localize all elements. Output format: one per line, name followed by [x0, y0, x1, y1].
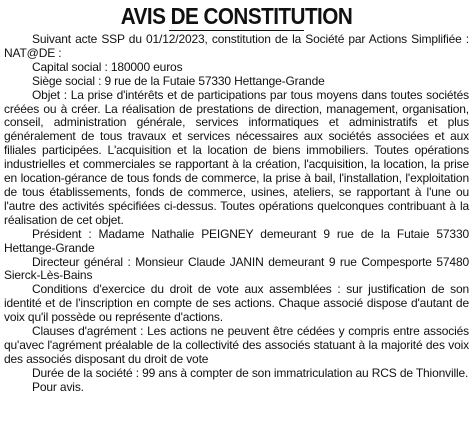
notice-closing: Pour avis.: [32, 379, 84, 394]
notice-body: [4, 33, 469, 395]
notice-intro: Suivant acte SSP du 01/12/2023, constitution de la Société par Actions Simplifiée : NAT@DE :: [4, 32, 469, 60]
notice-duration: Durée de la société : 99 ans à compter de son immatriculation au RCS de Thionville.: [32, 365, 469, 380]
notice-object: Objet : La prise d'intérêts et de participations par tous moyens dans toutes sociétés créées ou à créer. La réalisation de prestations de direction, management, organisation, conseil, administration générale, services informatiques et administratifs et plus généralement de tous travaux et services nécessaires aux sociétés associées et aux filiales participées. L'acquisition et la location de biens immobiliers. Toutes opérations industrielles et commerciales se rapportant à la création, l'acquisition, la location, la prise en location-gérance de tous fonds de commerce, la prise à bail, l'installation, l'exploitation de tous établissements, fonds de commerce, usines, ateliers, se rapportant à l'une ou l'autre des activités spécifiées ci-dessus. Toutes opérations quelconques contribuant à la réalisation de cet objet.: [4, 87, 469, 227]
title-underline: [169, 30, 304, 31]
notice-president: Président : Madame Nathalie PEIGNEY demeurant 9 rue de la Futaie 57330 Hettange-Grande: [4, 226, 469, 255]
notice-registered-office: Siège social : 9 rue de la Futaie 57330 Hettange-Grande: [32, 73, 325, 88]
notice-general-director: Directeur général : Monsieur Claude JANIN demeurant 9 rue Compesporte 57480 Sierck-Lès-Bains: [4, 254, 469, 283]
notice-capital: Capital social : 180000 euros: [32, 59, 183, 74]
notice-title: AVIS DE CONSTITUTION: [120, 3, 353, 29]
notice-approval-clauses: Clauses d'agrément : Les actions ne peuvent être cédées y compris entre associés qu'avec l'agrément préalable de la collectivité des associés statuant à la majorité des voix des associés disposant du droit de vote: [4, 324, 469, 366]
notice-voting-conditions: Conditions d'exercice du droit de vote aux assemblées : sur justification de son identité et de l'inscription en compte de ses actions. Chaque associé dispose d'autant de voix qu'il possède ou représente d'actions.: [4, 282, 469, 325]
